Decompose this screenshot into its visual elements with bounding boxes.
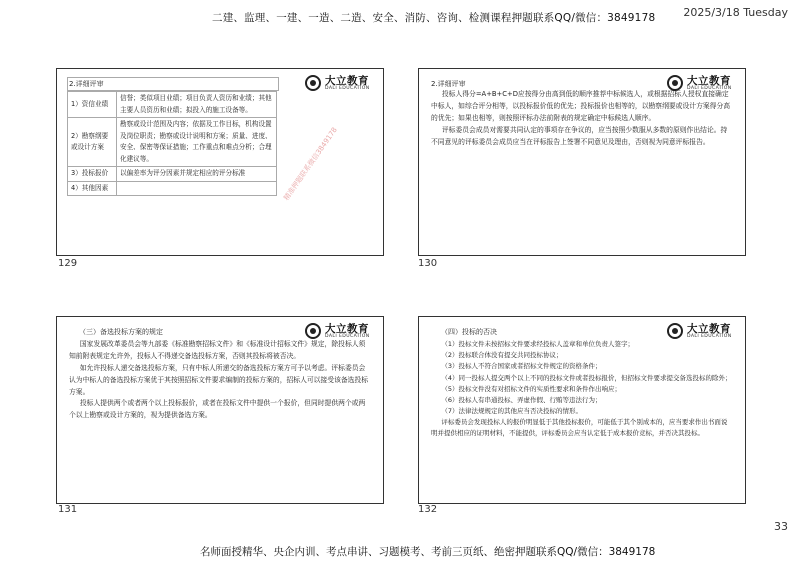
watermark: 精准押题联系微信3849178 <box>282 125 339 203</box>
list-item: （7）法律法规规定的其他应当否决投标的情形。 <box>441 407 583 416</box>
slide-title: 2.详细评审 <box>69 80 104 88</box>
slide-title: 2.详细评审 <box>431 80 466 88</box>
table-cell-value: 以偏差率为评分因素并规定相应的评分标准 <box>117 167 277 182</box>
logo-name: 大立教育 <box>325 323 369 335</box>
list-item: （1）投标文件未按招标文件要求经投标人盖章和单位负责人签字； <box>441 340 635 348</box>
paragraph: 如允许投标人递交备选投标方案，只有中标人所递交的备选投标方案方可予以考虑。评标委员会认为中标人的备选投标方案优于其按照招标文件要求编制的投标方案的，招标人可以接受该备选投标方案。 <box>69 363 369 396</box>
header-banner: 二建、监理、一建、一造、二造、安全、消防、咨询、检测课程押题联系QQ/微信：3849178 <box>212 12 656 24</box>
table-row <box>68 167 277 182</box>
list-item: （5）投标文件没有对招标文件的实质性要求和条件作出响应； <box>441 384 622 393</box>
table-cell-key: 2）勘察纲要或设计方案 <box>68 118 117 167</box>
list-item: （6）投标人有串通投标、弄虚作假、行贿等违法行为； <box>441 395 602 404</box>
table-cell-key: 1）资信业绩 <box>68 92 117 118</box>
page-number: 33 <box>774 520 788 533</box>
slide-number: 132 <box>418 504 438 515</box>
dali-logo-icon <box>305 75 321 91</box>
paragraph: 评标委员会成员对需要共同认定的事项存在争议的，应当按照少数服从多数的原则作出结论。持不同意见的评标委员会成员应当在评标报告上签署不同意见及理由，否则视为同意评标报告。 <box>431 125 728 146</box>
slide-body <box>431 89 733 148</box>
table-cell-value: 勘察或设计范围及内容；依据及工作目标，机构设置及岗位职责；勘察或设计说明和方案；质量、进度、安全、保密等保证措施；工作重点和难点分析；合理化建议等。 <box>117 118 277 167</box>
logo-name: 大立教育 <box>325 75 369 87</box>
slide-body <box>431 339 733 440</box>
list-item: （4）同一投标人提交两个以上不同的投标文件或者投标报价，但招标文件要求提交备选投标的除外； <box>441 373 732 382</box>
paragraph: 国家发展改革委员会等九部委《标准勘察招标文件》和《标准设计招标文件》规定，除投标人须知前附表规定允许外，投标人不得递交备选投标方案，否则其投标将被否决。 <box>69 340 366 360</box>
footer-banner: 名师面授精华、央企内训、考点串讲、习题模考、考前三页纸、绝密押题联系QQ/微信：3849178 <box>200 546 656 558</box>
logo <box>305 73 375 95</box>
slide-number: 131 <box>58 504 78 515</box>
table-row <box>68 181 277 196</box>
slide-number: 129 <box>58 258 78 269</box>
table-cell-value: 信誉；类似项目业绩；项目负责人资历和业绩；其他主要人员资历和业绩；拟投入的施工设备等。 <box>117 92 277 118</box>
list-item: （2）投标联合体没有提交共同投标协议； <box>441 351 563 360</box>
logo-sub: DALI EDUCATION <box>687 334 732 339</box>
logo-sub: DALI EDUCATION <box>687 86 732 91</box>
table-row <box>68 92 277 118</box>
dali-logo-icon <box>667 323 683 339</box>
table-cell-key: 4）其他因素 <box>68 181 117 196</box>
logo-sub: DALI EDUCATION <box>325 334 370 339</box>
slide-129 <box>56 68 384 256</box>
dali-logo-icon <box>305 323 321 339</box>
slide-131 <box>56 316 384 504</box>
slide-title: （四）投标的否决 <box>441 328 497 336</box>
criteria-table <box>67 91 277 196</box>
slide-132 <box>418 316 746 504</box>
paragraph: 投标人提供两个或者两个以上投标报价，或者在投标文件中提供一个报价，但同时提供两个或两个以上勘察或设计方案的，视为提供备选方案。 <box>69 399 366 420</box>
slide-number: 130 <box>418 258 438 269</box>
logo-sub: DALI EDUCATION <box>325 86 370 91</box>
slide-body <box>69 339 371 422</box>
paragraph: 投标人得分=A+B+C+D应按得分由高到低的顺序推荐中标候选人，或根据招标人授权直接确定中标人，如综合评分相等，以投标报价低的优先；投标报价也相等的，以勘察纲要或设计方案得分高的优先；如果也相等，则按照评标办法前附表的规定确定中标候选人顺序。 <box>431 90 731 122</box>
slide-title: （三）备选投标方案的规定 <box>79 328 163 336</box>
table-row <box>68 118 277 167</box>
list-item: （3）投标人不符合国家或者招标文件规定的资格条件； <box>441 362 602 371</box>
table-cell-key: 3）投标报价 <box>68 167 117 182</box>
table-cell-value <box>117 181 277 196</box>
paragraph: 评标委员会发现投标人的报价明显低于其他投标报价，可能低于其个别成本的，应当要求作出书面说明并提供相应的证明材料，不能提供，评标委员会应当认定低于成本报价竞标，并否决其投标。 <box>431 418 728 438</box>
logo-name: 大立教育 <box>687 75 731 87</box>
logo-name: 大立教育 <box>687 323 731 335</box>
slide-130 <box>418 68 746 256</box>
header-date: 2025/3/18 Tuesday <box>683 6 788 19</box>
